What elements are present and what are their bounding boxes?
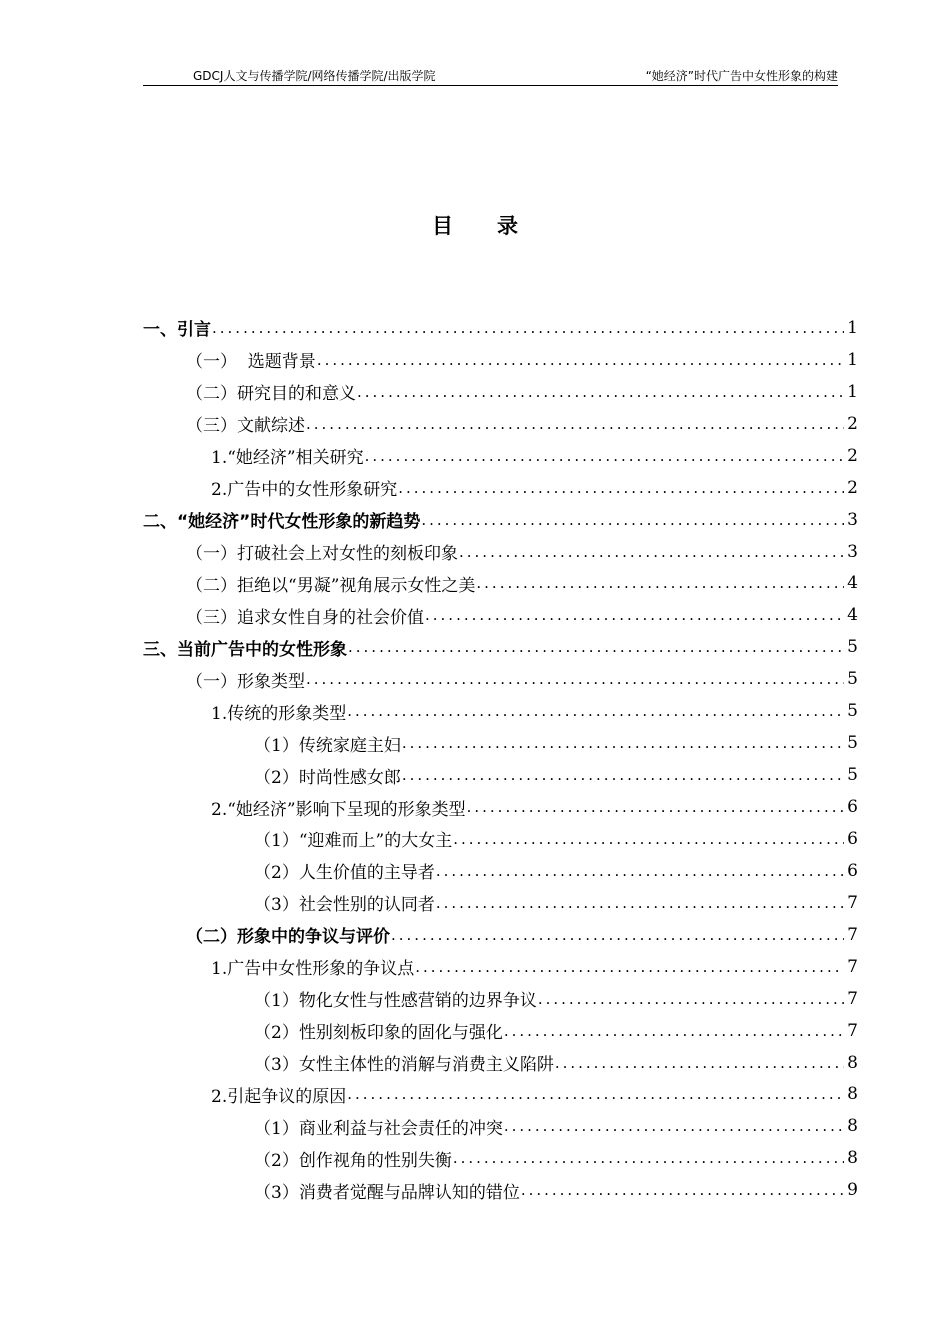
toc-entry-page: 3 <box>847 509 858 530</box>
toc-entry-page: 6 <box>847 797 858 818</box>
toc-entry-label: 2.引起争议的原因 <box>211 1086 347 1107</box>
toc-entry[interactable] <box>143 855 858 887</box>
toc-leader-dots <box>436 894 844 912</box>
toc-leader-dots <box>306 670 844 688</box>
toc-entry-page: 3 <box>847 541 858 562</box>
toc-leader-dots <box>436 862 844 880</box>
toc-entry-label: 二、“她经济”时代女性形象的新趋势 <box>143 512 421 533</box>
toc-leader-dots <box>453 830 844 848</box>
toc-entry-label: 三、当前广告中的女性形象 <box>143 639 347 660</box>
toc-entry-page: 1 <box>847 317 858 338</box>
page-header <box>143 66 838 86</box>
toc-entry-page: 8 <box>847 1084 858 1105</box>
toc-entry[interactable] <box>143 440 858 472</box>
toc-entry-page: 4 <box>847 605 858 626</box>
toc-leader-dots <box>391 926 844 944</box>
toc-entry-label: 2.广告中的女性形象研究 <box>211 480 398 501</box>
toc-entry-label: （三）追求女性自身的社会价值 <box>186 607 424 628</box>
toc-entry-label: 2.“她经济”影响下呈现的形象类型 <box>211 799 466 820</box>
toc-entry-label: （二）研究目的和意义 <box>186 384 356 405</box>
toc-leader-dots <box>453 1149 844 1167</box>
table-of-contents <box>143 312 858 1206</box>
toc-entry[interactable] <box>143 791 858 823</box>
toc-entry-page: 2 <box>847 445 858 466</box>
toc-entry-page: 2 <box>847 477 858 498</box>
toc-entry[interactable] <box>143 695 858 727</box>
toc-entry-label: （2）时尚性感女郎 <box>254 767 401 788</box>
toc-leader-dots <box>415 958 844 976</box>
toc-entry-label: （3）女性主体性的消解与消费主义陷阱 <box>254 1055 554 1076</box>
toc-entry[interactable] <box>143 1110 858 1142</box>
toc-entry-page: 6 <box>847 860 858 881</box>
toc-leader-dots <box>538 990 844 1008</box>
toc-entry-label: （三）文献综述 <box>186 416 305 437</box>
toc-entry-label: （二）拒绝以“男凝”视角展示女性之美 <box>186 575 476 596</box>
toc-leader-dots <box>306 415 844 433</box>
toc-entry-page: 9 <box>847 1180 858 1201</box>
toc-entry[interactable] <box>143 759 858 791</box>
toc-entry[interactable] <box>143 599 858 631</box>
toc-leader-dots <box>398 479 844 497</box>
toc-leader-dots <box>348 638 844 656</box>
toc-entry-page: 6 <box>847 828 858 849</box>
toc-entry-page: 7 <box>847 956 858 977</box>
toc-entry[interactable] <box>143 376 858 408</box>
toc-entry-page: 4 <box>847 573 858 594</box>
toc-entry-label: （1）商业利益与社会责任的冲突 <box>254 1118 503 1139</box>
toc-entry-label: （一）形象类型 <box>186 671 305 692</box>
toc-entry-label: （1）“迎难而上”的大女主 <box>254 831 453 852</box>
toc-leader-dots <box>357 383 844 401</box>
toc-leader-dots <box>317 351 844 369</box>
toc-entry-label: （2）创作视角的性别失衡 <box>254 1150 452 1171</box>
toc-entry[interactable] <box>143 344 858 376</box>
toc-entry[interactable] <box>143 408 858 440</box>
toc-leader-dots <box>402 734 844 752</box>
toc-entry[interactable] <box>143 823 858 855</box>
toc-entry[interactable] <box>143 312 858 344</box>
toc-leader-dots <box>347 702 844 720</box>
toc-leader-dots <box>476 574 844 592</box>
toc-entry-page: 5 <box>847 637 858 658</box>
toc-leader-dots <box>425 606 844 624</box>
toc-entry[interactable] <box>143 504 858 536</box>
toc-entry-label: （二）形象中的争议与评价 <box>186 927 390 948</box>
toc-entry-label: 1.广告中女性形象的争议点 <box>211 959 415 980</box>
toc-entry-page: 2 <box>847 413 858 434</box>
toc-leader-dots <box>421 511 844 529</box>
toc-leader-dots <box>467 798 844 816</box>
toc-entry-label: （3）消费者觉醒与品牌认知的错位 <box>254 1182 520 1203</box>
toc-entry[interactable] <box>143 1142 858 1174</box>
toc-leader-dots <box>347 1085 844 1103</box>
toc-leader-dots <box>504 1117 844 1135</box>
toc-entry-page: 8 <box>847 1148 858 1169</box>
toc-entry[interactable] <box>143 983 858 1015</box>
toc-entry[interactable] <box>143 919 858 951</box>
toc-entry-label: 一、引言 <box>143 320 211 341</box>
toc-entry-page: 5 <box>847 701 858 722</box>
toc-entry-page: 8 <box>847 1052 858 1073</box>
toc-leader-dots <box>212 319 844 337</box>
toc-entry[interactable] <box>143 663 858 695</box>
toc-entry[interactable] <box>143 1015 858 1047</box>
toc-entry[interactable] <box>143 951 858 983</box>
toc-entry[interactable] <box>143 472 858 504</box>
toc-entry-page: 1 <box>847 381 858 402</box>
toc-entry-page: 5 <box>847 733 858 754</box>
toc-title: 目录 <box>432 214 562 238</box>
toc-entry-label: （2）性别刻板印象的固化与强化 <box>254 1023 503 1044</box>
toc-entry-page: 8 <box>847 1116 858 1137</box>
toc-entry[interactable] <box>143 1174 858 1206</box>
toc-entry-page: 7 <box>847 1020 858 1041</box>
toc-entry[interactable] <box>143 887 858 919</box>
toc-entry-page: 7 <box>847 892 858 913</box>
toc-leader-dots <box>555 1054 844 1072</box>
toc-entry[interactable] <box>143 631 858 663</box>
toc-leader-dots <box>521 1181 844 1199</box>
toc-entry[interactable] <box>143 727 858 759</box>
toc-leader-dots <box>459 543 844 561</box>
toc-leader-dots <box>365 447 844 465</box>
toc-entry-label: （1）传统家庭主妇 <box>254 735 401 756</box>
toc-entry-label: （一） 选题背景 <box>186 352 316 373</box>
toc-leader-dots <box>504 1022 844 1040</box>
toc-entry[interactable] <box>143 568 858 600</box>
toc-entry-page: 7 <box>847 924 858 945</box>
toc-entry[interactable] <box>143 1079 858 1111</box>
toc-entry-label: 1.“她经济”相关研究 <box>211 448 364 469</box>
toc-entry-page: 7 <box>847 988 858 1009</box>
toc-leader-dots <box>402 766 844 784</box>
toc-entry[interactable] <box>143 1047 858 1079</box>
toc-entry-label: （1）物化女性与性感营销的边界争议 <box>254 991 537 1012</box>
toc-entry-label: 1.传统的形象类型 <box>211 703 347 724</box>
header-left-text: GDCJ人文与传播学院/网络传播学院/出版学院 <box>193 69 436 83</box>
toc-entry-page: 5 <box>847 669 858 690</box>
toc-entry-label: （3）社会性别的认同者 <box>254 895 435 916</box>
toc-entry-label: （一）打破社会上对女性的刻板印象 <box>186 544 458 565</box>
toc-entry-page: 5 <box>847 765 858 786</box>
toc-entry-label: （2）人生价值的主导者 <box>254 863 435 884</box>
header-right-text: “她经济”时代广告中女性形象的构建 <box>645 69 838 83</box>
toc-entry[interactable] <box>143 536 858 568</box>
toc-entry-page: 1 <box>847 349 858 370</box>
